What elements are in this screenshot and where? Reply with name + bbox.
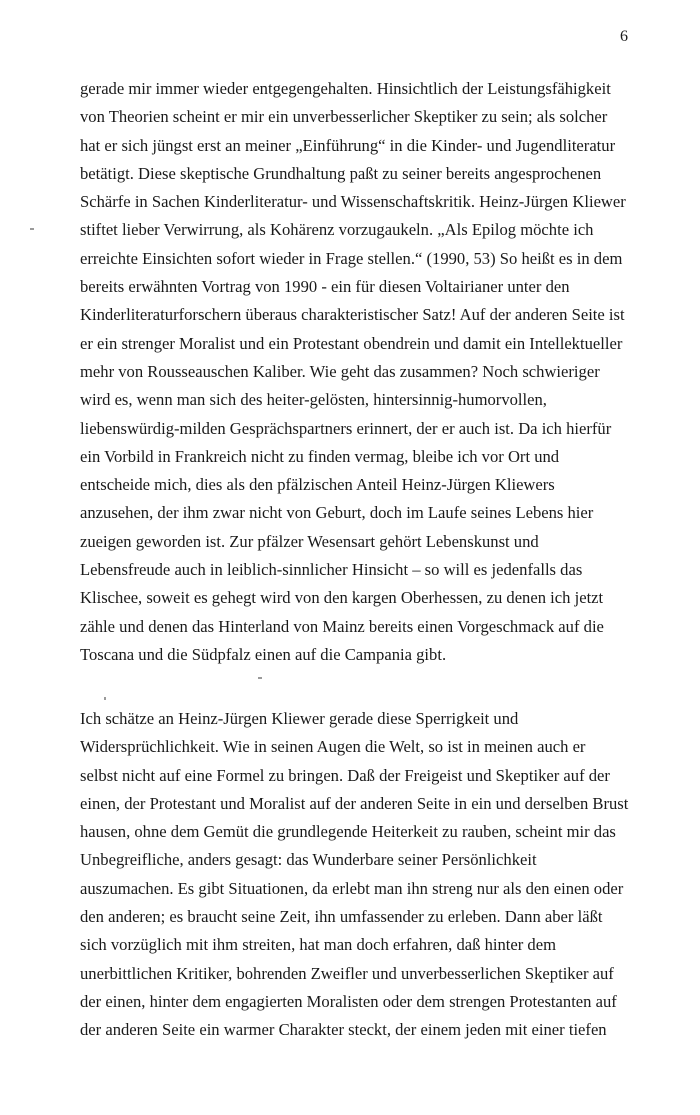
text-line: Widersprüchlichkeit. Wie in seinen Augen die Welt, so ist in meinen auch er: [80, 737, 586, 757]
text-line: zähle und denen das Hinterland von Mainz bereits einen Vorgeschmack auf die: [80, 616, 604, 636]
text-line: selbst nicht auf eine Formel zu bringen. Daß der Freigeist und Skeptiker auf der: [80, 765, 610, 785]
text-line: Lebensfreude auch in leiblich-sinnlicher Hinsicht – so will es jedenfalls das: [80, 560, 583, 580]
text-line: betätigt. Diese skeptische Grundhaltung paßt zu seiner bereits angesprochenen: [80, 163, 602, 183]
text-line: hausen, ohne dem Gemüt die grundlegende Heiterkeit zu rauben, scheint mir das: [80, 822, 616, 842]
text-line: der einen, hinter dem engagierten Moralisten oder dem strengen Protestanten auf: [80, 991, 617, 1011]
scan-speck: [104, 697, 106, 700]
scan-speck: [258, 677, 262, 679]
text-line: mehr von Rousseauschen Kaliber. Wie geht das zusammen? Noch schwieriger: [80, 361, 600, 381]
text-line: von Theorien scheint er mir ein unverbesserlicher Skeptiker zu sein; als solcher: [80, 107, 608, 127]
text-line: wird es, wenn man sich des heiter-gelösten, hintersinnig-humorvollen,: [80, 390, 547, 410]
paragraph-1: [80, 75, 640, 669]
text-line: unerbittlichen Kritiker, bohrenden Zweifler und unverbesserlichen Skeptiker auf: [80, 963, 614, 983]
text-line: er ein strenger Moralist und ein Protestant obendrein und damit ein Intellektueller: [80, 333, 623, 353]
text-line: anzusehen, der ihm zwar nicht von Geburt, doch im Laufe seines Lebens hier: [80, 503, 594, 523]
text-line: den anderen; es braucht seine Zeit, ihn umfassender zu erleben. Dann aber läßt: [80, 907, 603, 927]
text-line: Unbegreifliche, anders gesagt: das Wunderbare seiner Persönlichkeit: [80, 850, 537, 870]
text-line: erreichte Einsichten sofort wieder in Frage stellen.“ (1990, 53) So heißt es in dem: [80, 248, 623, 268]
text-line: Schärfe in Sachen Kinderliteratur- und Wissenschaftskritik. Heinz-Jürgen Kliewer: [80, 192, 626, 212]
text-line: gerade mir immer wieder entgegengehalten. Hinsichtlich der Leistungsfähigkeit: [80, 79, 611, 98]
text-line: der anderen Seite ein warmer Charakter steckt, der einem jeden mit einer tiefen: [80, 1020, 607, 1040]
text-line: entscheide mich, dies als den pfälzischen Anteil Heinz-Jürgen Kliewers: [80, 475, 555, 495]
page-number: 6: [620, 28, 628, 45]
text-line: auszumachen. Es gibt Situationen, da erlebt man ihn streng nur als den einen oder: [80, 878, 624, 898]
text-line: Klischee, soweit es gehegt wird von den kargen Oberhessen, zu denen ich jetzt: [80, 588, 604, 608]
text-line: ein Vorbild in Frankreich nicht zu finden vermag, bleibe ich vor Ort und: [80, 446, 560, 466]
text-line: liebenswürdig-milden Gesprächspartners erinnert, der er auch ist. Da ich hierfür: [80, 418, 612, 438]
text-line: einen, der Protestant und Moralist auf der anderen Seite in ein und derselben Brust: [80, 793, 629, 813]
paragraph-2: [80, 705, 640, 1045]
scan-speck: [30, 228, 34, 230]
text-line: zueigen geworden ist. Zur pfälzer Wesensart gehört Lebenskunst und: [80, 531, 539, 551]
text-line: hat er sich jüngst erst an meiner „Einführung“ in die Kinder- und Jugendliteratur: [80, 135, 616, 155]
text-line: Kinderliteraturforschern überaus charakteristischer Satz! Auf der anderen Seite ist: [80, 305, 625, 325]
text-line: Ich schätze an Heinz-Jürgen Kliewer gerade diese Sperrigkeit und: [80, 709, 519, 728]
text-line: sich vorzüglich mit ihm streiten, hat man doch erfahren, daß hinter dem: [80, 935, 557, 955]
text-line: bereits erwähnten Vortrag von 1990 - ein für diesen Voltairianer unter den: [80, 277, 570, 297]
text-line: stiftet lieber Verwirrung, als Kohärenz vorzugaukeln. „Als Epilog möchte ich: [80, 220, 594, 240]
text-line: Toscana und die Südpfalz einen auf die Campania gibt.: [80, 644, 447, 664]
